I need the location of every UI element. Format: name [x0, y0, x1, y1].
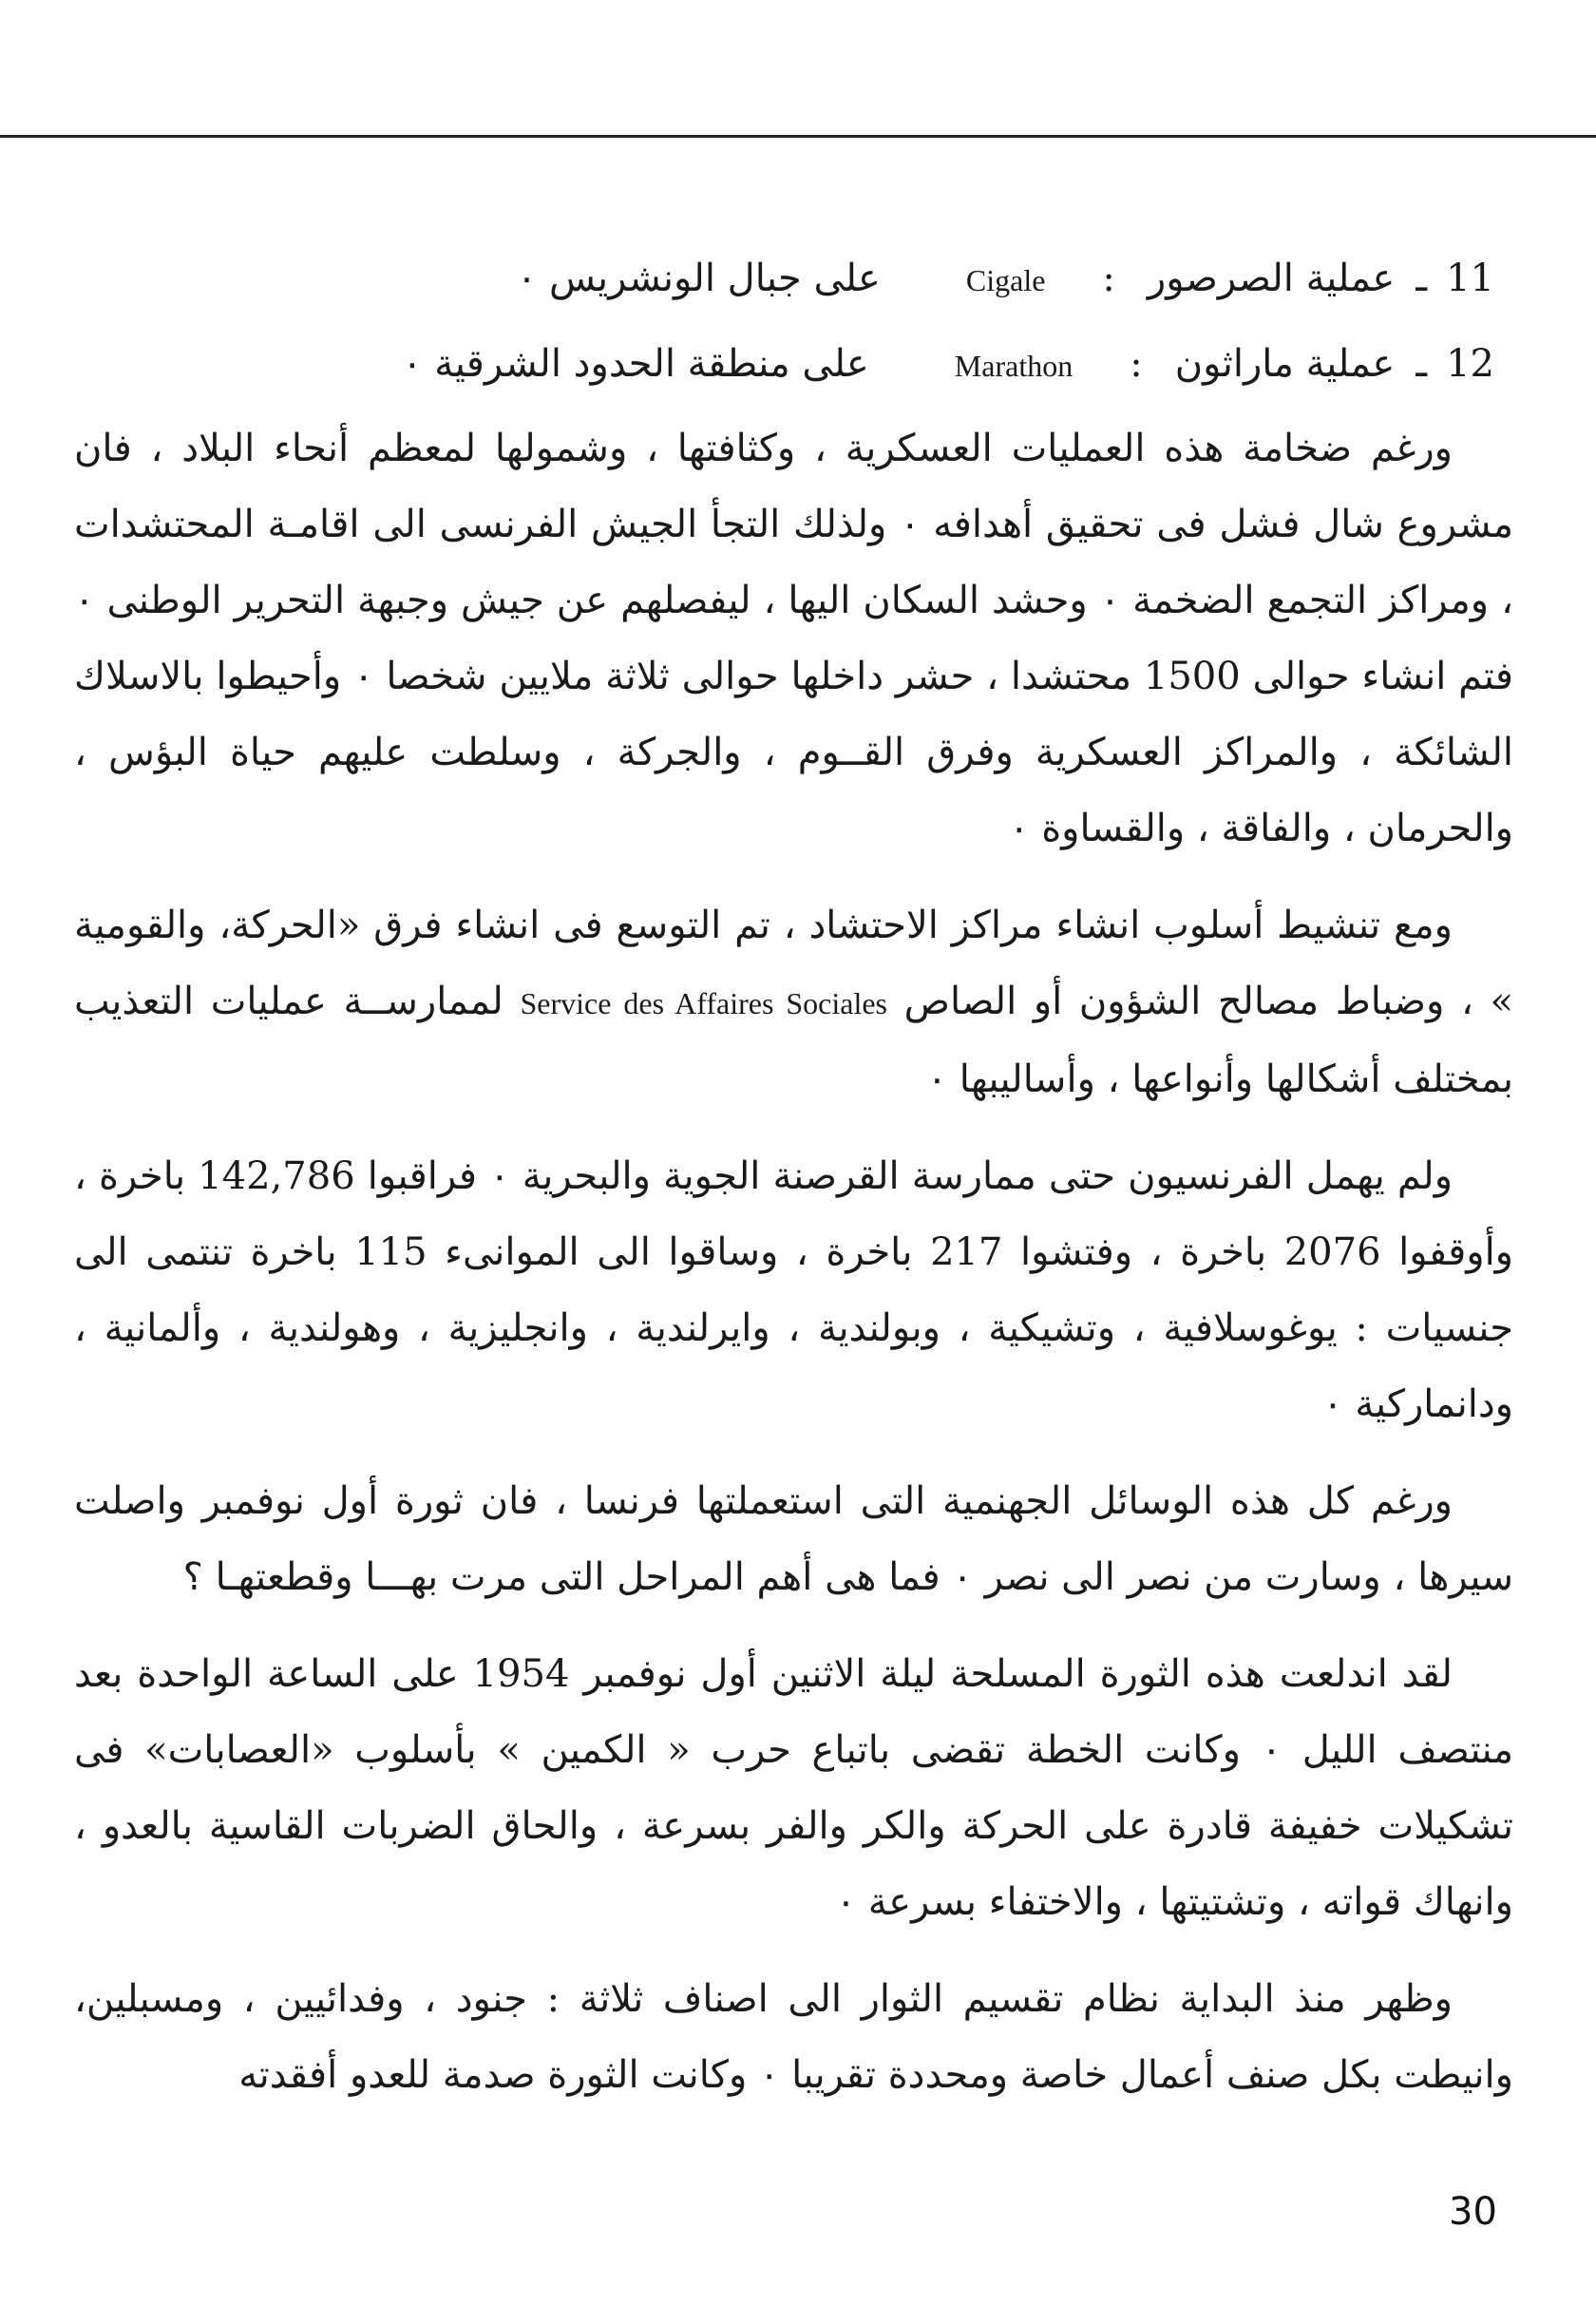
list-item-operation: عملية ماراثون — [1174, 342, 1396, 386]
paragraph-4: ورغم كل هذه الوسائل الجهنمية التى استعملتها فرنسا ، فان ثورة أول نوفمبر واصلت سيرها ، وسارت من نصر الى نصر ٠ فما هى أهم المراحل التى مرت بهـــا وقطعتهـا ؟ — [74, 1479, 1513, 1599]
top-rule — [0, 135, 1596, 138]
list-item-location: على جبال الونشريس ٠ — [516, 257, 881, 300]
list-item-colon: : — [1102, 257, 1115, 300]
list-item-11 — [74, 236, 1513, 321]
page-body — [74, 236, 1513, 2134]
list-item-operation: عملية الصرصور — [1147, 257, 1396, 300]
list-item-colon: : — [1130, 342, 1143, 386]
list-item-number: 11 — [1446, 257, 1494, 300]
list-item-dash: ـ — [1416, 257, 1428, 300]
list-item-12 — [74, 321, 1513, 407]
list-item-number: 12 — [1446, 342, 1494, 386]
paragraph-2 — [74, 887, 1513, 1117]
paragraph-2-latin: Service des Affaires Sociales — [520, 986, 887, 1020]
list-item-location: على منطقة الحدود الشرقية ٠ — [402, 342, 869, 386]
list-item-dash: ـ — [1416, 342, 1428, 386]
paragraph-3: ولم يهمل الفرنسيون حتى ممارسة القرصنة الجوية والبحرية ٠ فراقبوا 142,786 باخرة ، وأوقفوا 2076 باخرة ، وفتشوا 217 باخرة ، وساقوا الى الموانىء 115 باخرة تنتمى الى جنسيات : يوغوسلافية ، وتشيكية ، وبولندية ، وايرلندية ، وانجليزية ، وهولندية ، وألمانية ، ودانماركية ٠ — [74, 1154, 1513, 1426]
paragraph-6: وظهر منذ البداية نظام تقسيم الثوار الى اصناف ثلاثة : جنود ، وفدائيين ، ومسبلين، وانيطت بكل صنف أعمال خاصة ومحددة تقريبا ٠ وكانت الثورة صدمة للعدو أفقدته — [74, 1977, 1513, 2097]
paragraph-2-start: ومع تنشيط أسلوب انشاء مراكز الاحتشاد ، تم التوسع فى انشاء فرق «الحركة، والقومية » ، وضباط مصالح الشؤون أو الصاص — [74, 904, 1513, 1023]
paragraph-5: لقد اندلعت هذه الثورة المسلحة ليلة الاثنين أول نوفمبر 1954 على الساعة الواحدة بعد منتصف الليل ٠ وكانت الخطة تقضى باتباع حرب « الكمين » بأسلوب «العصابات» فى تشكيلات خفيفة قادرة على الحركة والكر والفر بسرعة ، والحاق الضربات القاسية بالعدو ، وانهاك قواته ، وتشتيتها ، والاختفاء بسرعة ٠ — [74, 1652, 1514, 1924]
page-number: 30 — [1449, 2190, 1497, 2234]
list-item-latin-name: Marathon — [954, 349, 1074, 383]
paragraph-2-tail: لممارســة عمليات التعذيب بمختلف أشكالها وأنواعها ، وأساليبها ٠ — [74, 980, 1513, 1101]
paragraph-1: ورغم ضخامة هذه العمليات العسكرية ، وكثافتها ، وشمولها لمعظم أنحاء البلاد ، فان مشروع شال فشل فى تحقيق أهدافه ٠ ولذلك التجأ الجيش الفرنسى الى اقامـة المحتشدات ، ومراكز التجمع الضخمة ٠ وحشد السكان اليها ، ليفصلهم عن جيش وجبهة التحرير الوطنى ٠ فتم انشاء حوالى 1500 محتشدا ، حشر داخلها حوالى ثلاثة ملايين شخصا ٠ وأحيطوا بالاسلاك الشائكة ، والمراكز العسكرية وفرق القــوم ، والجركة ، وسلطت عليهم حياة البؤس ، والحرمان ، والفاقة ، والقساوة ٠ — [74, 427, 1514, 850]
list-item-latin-name: Cigale — [965, 263, 1046, 297]
